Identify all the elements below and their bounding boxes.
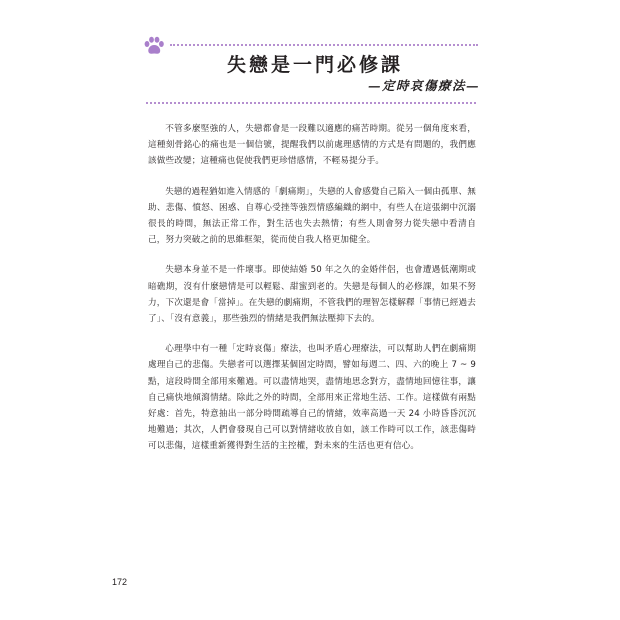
paragraph-1: 不管多麼堅強的人，失戀都會是一段難以適應的痛苦時期。從另一個角度來看，這種刻骨銘心的痛也是一個信號，提醒我們以前處理感情的方式是有問題的，我們應該做些改變；這種痛也促使我們更珍惜感情，不輕易提分手。	[148, 124, 476, 167]
paragraph-3: 失戀本身並不是一件壞事。即使結婚 50 年之久的金婚伴侶，也會遭遇低潮期或暗礁期，沒有什麼戀情是可以輕鬆、甜蜜到老的。失戀是每個人的必修課，如果不努力，下次還是會「當掉」。在失戀的劇痛期，不管我們的理智怎樣解釋「事情已經過去了」、「沒有意義」，那些強烈的情緒是我們無法壓抑下去的。	[148, 265, 476, 325]
body-text	[148, 121, 476, 469]
dotted-divider-top	[170, 44, 478, 46]
dotted-divider-bottom	[146, 102, 476, 104]
page-number: 172	[112, 577, 128, 587]
chapter-title: 失戀是一門必修課	[226, 54, 403, 76]
paragraph-4: 心理學中有一種「定時哀傷」療法，也叫矛盾心理療法，可以幫助人們在劇痛期處理自己的悲傷。失戀者可以選擇某個固定時間，譬如每週二、四、六的晚上 7 ~ 9 點，這段時間全部用來難過。可以盡情地哭，盡情地思念對方，盡情地回憶往事，讓自己痛快地傾瀉情緒。除此之外的時間，全部用來正常地生活、工作。這樣做有兩點好處：首先，特意抽出一部分時間疏導自己的情緒，效率高過一天 24 小時昏昏沉沉地難過；其次，人們會發現自己可以對情緒收放自如，該工作時可以工作，該悲傷時可以悲傷，這樣重新獲得對生活的主控權，對未來的生活也更有信心。	[148, 344, 476, 452]
paw-print-icon	[143, 36, 165, 56]
paragraph-2: 失戀的過程猶如進入情感的「劇痛期」，失戀的人會感覺自己陷入一個由孤單、無助、悲傷、憤怒、困惑、自尊心受挫等強烈情感編織的網中，有些人在這張網中沉溺很長的時間，無法正常工作，對生活也失去熱情；有些人則會努力從失戀中看清自己，努力突破之前的思維框架，從而使自我人格更加健全。	[148, 186, 476, 246]
chapter-subtitle: —定時哀傷療法—	[367, 78, 480, 93]
